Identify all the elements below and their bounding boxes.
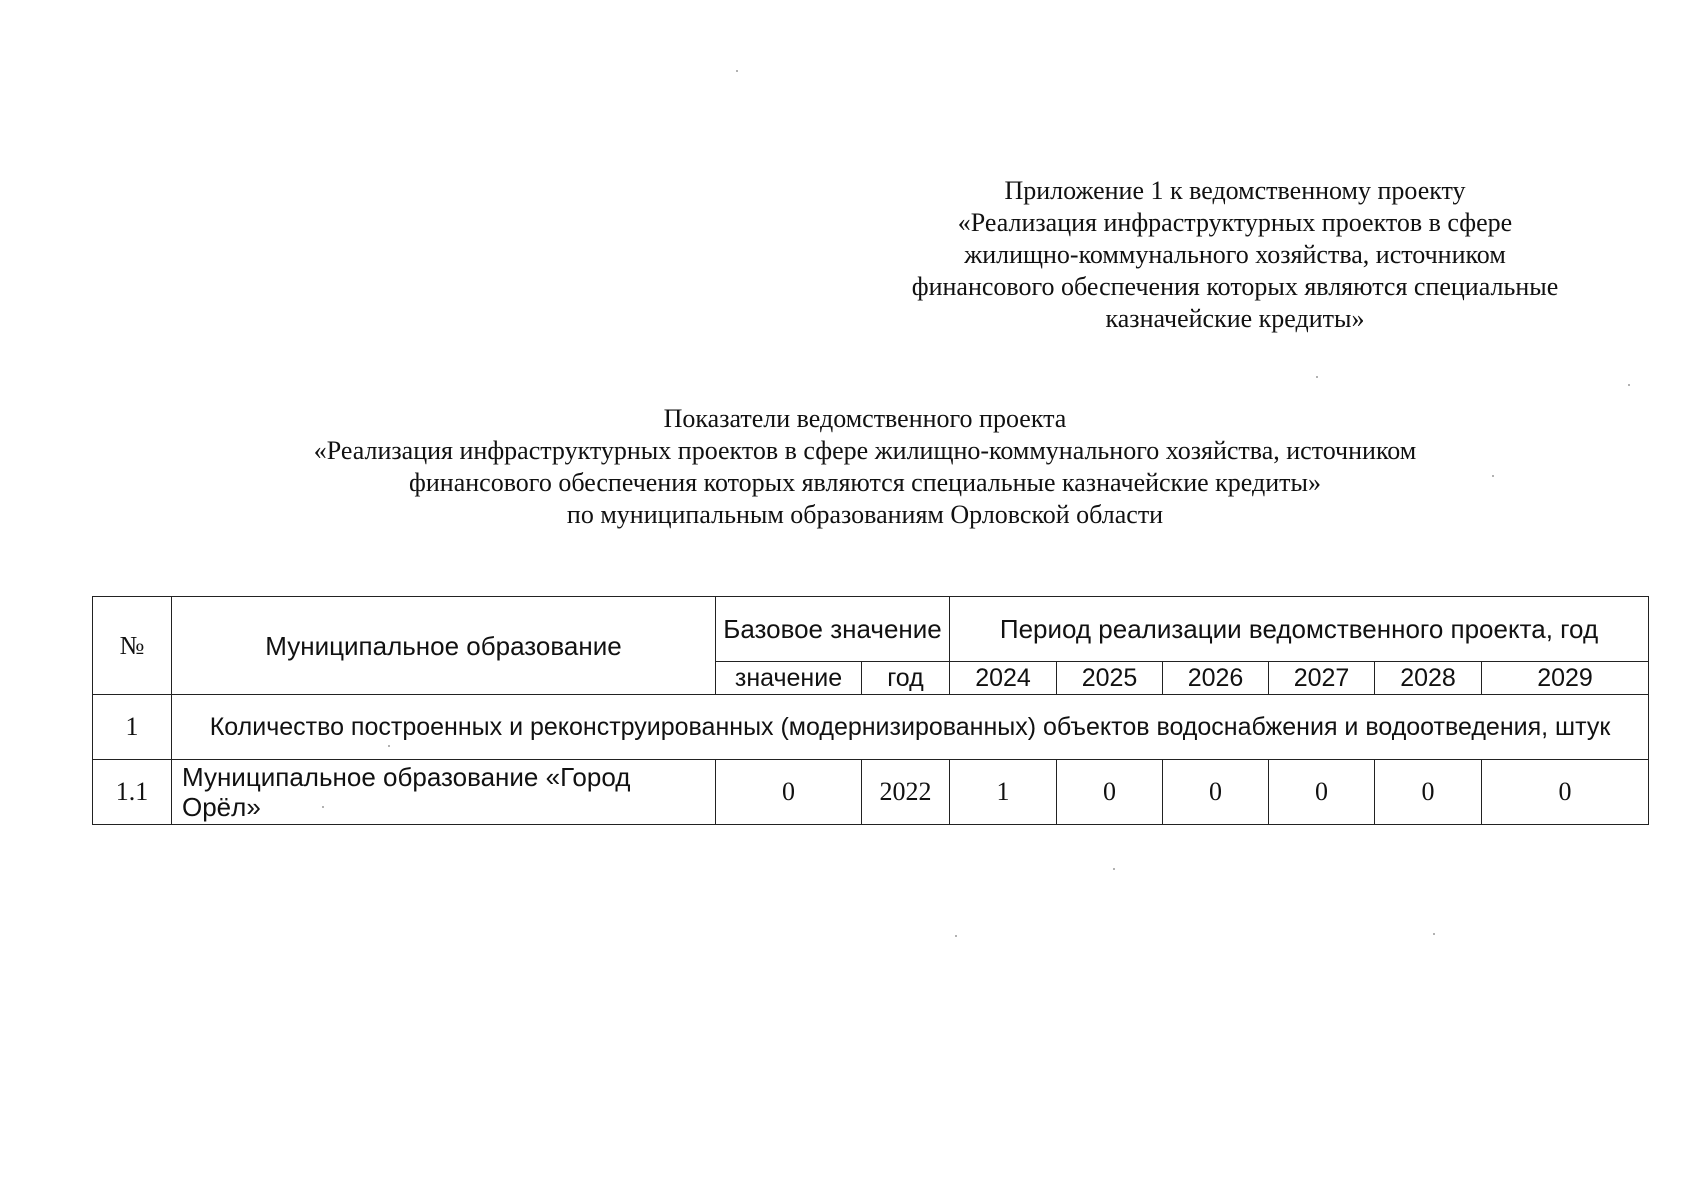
municipality-name: Муниципальное образование «Город Орёл» [172,760,716,825]
scan-speck [1433,933,1435,935]
appendix-line: финансового обеспечения которых являются специальные [911,272,1559,301]
year-2024-header: 2024 [950,662,1057,695]
value-header: значение [716,662,862,695]
year-2025-header: 2025 [1057,662,1163,695]
year-header: год [862,662,950,695]
value-2024: 1 [950,760,1057,825]
appendix-line: Приложение 1 к ведомственному проекту [1004,176,1466,205]
appendix-line: казначейские кредиты» [1105,304,1365,333]
year-2029-header: 2029 [1482,662,1649,695]
document-title [0,403,1708,531]
scan-speck [1113,868,1115,870]
number-header: № [93,597,172,695]
scan-speck [1492,475,1494,477]
appendix-line: «Реализация инфраструктурных проектов в сфере [957,208,1513,237]
municipality-header: Муниципальное образование [172,597,716,695]
appendix-header [840,175,1630,335]
title-line: по муниципальным образованиям Орловской области [566,500,1164,529]
appendix-line: жилищно-коммунального хозяйства, источником [964,240,1506,269]
base-value-header: Базовое значение [716,597,950,662]
scan-speck [1316,376,1318,378]
year-2028-header: 2028 [1375,662,1482,695]
title-line: Показатели ведомственного проекта [663,404,1067,433]
base-year: 2022 [862,760,950,825]
scan-speck [955,935,957,937]
base-value: 0 [716,760,862,825]
table-row [93,760,1649,825]
scan-speck [736,70,738,72]
value-2027: 0 [1269,760,1375,825]
value-2025: 0 [1057,760,1163,825]
scan-speck [388,745,390,747]
section-row [93,695,1649,760]
title-line: «Реализация инфраструктурных проектов в сфере жилищно-коммунального хозяйства, источником [313,436,1417,465]
year-2026-header: 2026 [1163,662,1269,695]
header-row [93,597,1649,662]
year-2027-header: 2027 [1269,662,1375,695]
indicators-table [92,596,1649,825]
row-number: 1.1 [93,760,172,825]
value-2029: 0 [1482,760,1649,825]
scan-speck [1628,384,1630,386]
scan-speck [322,806,324,808]
period-header: Период реализации ведомственного проекта, год [950,597,1649,662]
section-number: 1 [93,695,172,760]
value-2028: 0 [1375,760,1482,825]
title-line: финансового обеспечения которых являются специальные казначейские кредиты» [409,468,1321,497]
section-title: Количество построенных и реконструированных (модернизированных) объектов водоснабжения и водоотведения, штук [172,695,1649,760]
value-2026: 0 [1163,760,1269,825]
